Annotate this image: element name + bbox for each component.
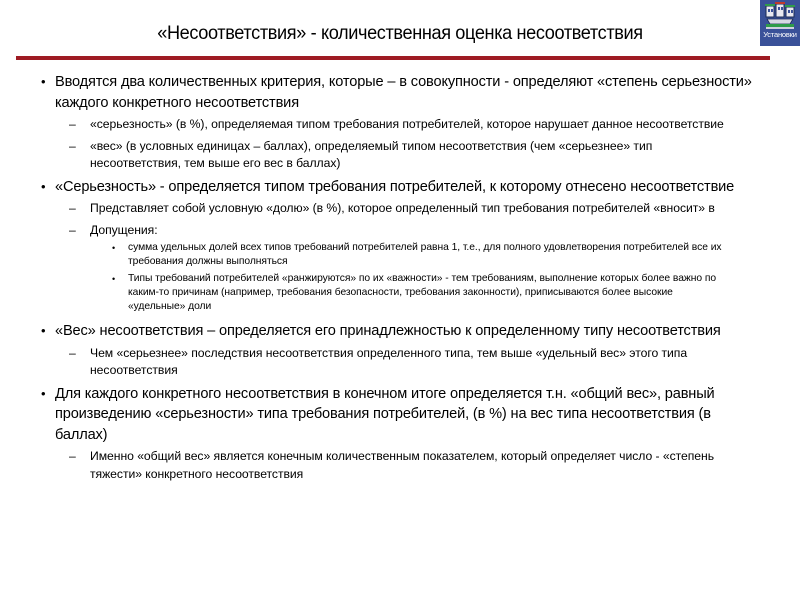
bullet-marker-dot-icon: • (41, 74, 46, 89)
bullet-marker-dash-icon: – (69, 449, 76, 464)
bullet-text: Представляет собой условную «долю» (в %), которое определенный тип требования потребителей «вносит» в (90, 201, 715, 215)
bullet-text: «вес» (в условных единицах – баллах), определяемый типом несоответствия (чем «серьезнее» тип несоответствия, тем выше его вес в баллах) (90, 138, 653, 170)
bullet-level1 (0, 321, 800, 342)
bullet-text: сумма удельных долей всех типов требований потребителей равна 1, т.е., для полного удовлетворения потребителей все их требования должны выполняться (128, 242, 722, 268)
bullet-marker-dot-icon: • (112, 243, 116, 253)
bullet-text: «Серьезность» - определяется типом требования потребителей, к которому отнесено несоответствие (55, 178, 735, 195)
bullet-level3 (0, 272, 800, 315)
slide-content (0, 72, 800, 600)
bullet-text: Чем «серьезнее» последствия несоответствия определенного типа, тем выше «удельный вес» этого типа несоответствия (90, 345, 688, 378)
bullet-marker-dash-icon: – (69, 201, 76, 215)
bullet-marker-dash-icon: – (69, 345, 76, 360)
bullet-text: Именно «общий вес» является конечным количественным показателем, который определяет число - «степень тяжести» конкретного несоответствия (90, 449, 715, 481)
bullet-marker-dot-icon: • (112, 273, 116, 284)
page-title: «Несоответствия» - количественная оценка несоответствия (157, 22, 643, 44)
bullet-text: Типы требований потребителей «ранжируются» по их «важности» - тем требованиям, выполнение которых более важно по каким-то причинам (например, требования безопасности, требования законности), приписываются более высокие «удельные» доли (128, 272, 717, 313)
bullet-level2 (0, 222, 800, 240)
bullet-level1 (0, 384, 800, 446)
bullet-marker-dash-icon: – (69, 117, 76, 131)
bullet-marker-dash-icon: – (69, 138, 76, 153)
bullet-text: «Вес» несоответствия – определяется его принадлежностью к определенному типу несоответствия (55, 323, 721, 340)
bullet-marker-dash-icon: – (69, 222, 76, 237)
bullet-level2 (0, 448, 800, 483)
bullet-level2 (0, 345, 800, 380)
bullet-level2 (0, 200, 800, 218)
factory-building-icon (764, 2, 796, 30)
logo-badge (760, 0, 800, 46)
bullet-marker-dot-icon: • (41, 178, 46, 194)
logo-caption: Установки (763, 30, 797, 39)
title-divider (16, 56, 770, 60)
bullet-level1 (0, 72, 800, 113)
bullet-text: Допущения: (90, 222, 158, 237)
bullet-level2 (0, 138, 800, 173)
bullet-level3 (0, 241, 800, 270)
bullet-level2 (0, 116, 800, 134)
slide-header (0, 0, 800, 62)
bullet-marker-dot-icon: • (41, 323, 46, 339)
spacer (0, 314, 800, 321)
bullet-text: Для каждого конкретного несоответствия в конечном итоге определяется т.н. «общий вес», равный произведению «серьезности» типа требования потребителей, (в %) на вес типа несоответствия (в баллах) (55, 385, 715, 443)
bullet-marker-dot-icon: • (41, 385, 46, 401)
bullet-level1 (0, 177, 800, 198)
bullet-text: Вводятся два количественных критерия, которые – в совокупности - определяют «степень серьезности» каждого конкретного несоответствия (55, 74, 752, 111)
bullet-text: «серьезность» (в %), определяемая типом требования потребителей, которое нарушает данное несоответствие (90, 117, 724, 131)
